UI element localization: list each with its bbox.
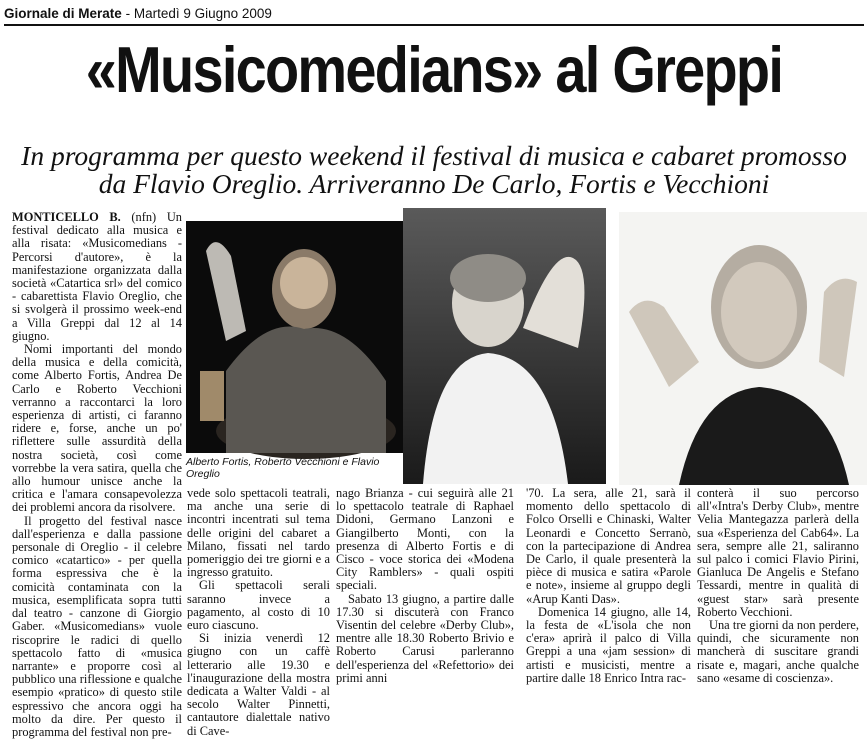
article-column-3 bbox=[336, 486, 514, 685]
photo-flavio-oreglio bbox=[619, 212, 867, 485]
paragraph: Nomi importanti del mondo della musica e della comicità, come Alberto Fortis, Andrea De Carlo e Roberto Vecchioni verranno a raccontarci la loro esperienza di artisti, ci faranno ridere e, forse, anche un po' riflettere sulle assurdità della nostra società, così come vorrebbe la vera satira, quella che allo humour unisce anche la critica e l'amara consapevolezza dei problemi ancora da risolvere. bbox=[12, 342, 182, 515]
paragraph: Domenica 14 giugno, alle 14, la festa de «L'isola che non c'era» aprirà il palco di Villa Greppi a una «jam session» di artisti e musicisti, mentre a partire dalle 18 Enrico Intra rac- bbox=[526, 604, 691, 685]
headline: «Musicomedians» al Greppi bbox=[85, 33, 783, 106]
photo-alberto-fortis bbox=[186, 221, 408, 453]
masthead bbox=[4, 6, 864, 26]
photo-roberto-vecchioni-image bbox=[403, 208, 606, 484]
paragraph: vede solo spettacoli teatrali, ma anche una serie di incontri incentrati sul tema delle origini del cabaret a Milano, fissati nel tardo pomeriggio dei tre giorni e a ingresso gratuito. bbox=[187, 486, 330, 580]
paragraph: '70. La sera, alle 21, sarà il momento dello spettacolo di Folco Orselli e Chinaski, Walter Leonardi e Concetto Serranò, con la partecipazione di Andrea De Carlo, il quale presenterà la pièce di musica e satira «Parole e note», insieme al gruppo degli «Arup Kanti Das». bbox=[526, 486, 691, 606]
masthead-separator: - bbox=[125, 6, 131, 21]
paragraph-text: Un festival dedicato alla musica e alla risata: «Musicomedians - Percorsi d'autore», è la manifestazione organizzata dalla società «Catartica srl» del comico - cabarettista Flavio Oreglio, che si svolgerà il prossimo week-end a Villa Greppi dal 12 al 14 giugno. bbox=[12, 210, 182, 343]
paragraph: Il progetto del festival nasce dall'esperienza e dalla passione personale di Oreglio - il celebre comico «catartico» - per quella forma espressiva che è la comicità contaminata con la musica, esemplificata sopra tutti dal teatro - canzone di Giorgio Gaber. «Musicomedians» vuole riscoprire le radici di quello spettacolo fatto di «musica narrante» e proporre così al pubblico una riflessione e qualche esempio «pratico» di questo stile espressivo che ancora oggi ha molto da dire. Per questo il programma del festival non pre- bbox=[12, 513, 182, 739]
article-column-4 bbox=[526, 486, 691, 685]
paragraph: Si inizia venerdì 12 giugno con un caffè letterario alle 19.30 e l'inaugurazione della mostra dedicata a Walter Valdi - al secolo Walter Pinnetti, cantautore dialettale nativo di Cave- bbox=[187, 631, 330, 738]
photo-flavio-oreglio-image bbox=[619, 212, 867, 485]
photo-roberto-vecchioni bbox=[403, 208, 606, 484]
paragraph: Una tre giorni da non perdere, quindi, che sicuramente non mancherà di suscitare grandi risate e, magari, anche qualche sano «esame di coscienza». bbox=[697, 618, 859, 685]
paragraph bbox=[12, 211, 182, 343]
article-column-5 bbox=[697, 486, 859, 685]
paragraph: nago Brianza - cui seguirà alle 21 lo spettacolo teatrale di Raphael Didoni, Germano Lanzoni e Giangilberto Monti, con la presenza di Alberto Fortis e di Cisco - voce storica dei «Modena City Ramblers» - quali ospiti speciali. bbox=[336, 486, 514, 593]
photo-alberto-fortis-image bbox=[186, 221, 408, 453]
newspaper-name: Giornale di Merate bbox=[4, 6, 122, 21]
photo-caption: Alberto Fortis, Roberto Vecchioni e Flavio Oreglio bbox=[186, 456, 380, 480]
subheadline: In programma per questo weekend il festival di musica e cabaret promosso da Flavio Oreglio. Arriveranno De Carlo, Fortis e Vecchioni bbox=[21, 140, 847, 199]
dateline: MONTICELLO B. bbox=[12, 210, 121, 224]
byline: (nfn) bbox=[131, 210, 157, 224]
issue-date: Martedì 9 Giugno 2009 bbox=[133, 6, 272, 21]
paragraph: Gli spettacoli serali saranno invece a pagamento, al costo di 10 euro ciascuno. bbox=[187, 578, 330, 633]
paragraph: Sabato 13 giugno, a partire dalle 17.30 si discuterà con Franco Visentin del celebre «Derby Club», mentre alle 18.30 Roberto Brivio e Roberto Carusi parleranno dell'esperienza del «Refettorio» dei primi anni bbox=[336, 591, 514, 685]
article-column-1 bbox=[12, 210, 182, 739]
article-column-2 bbox=[187, 486, 330, 738]
paragraph: conterà il suo percorso all'«Intra's Derby Club», mentre Velia Mantegazza parlerà della sua «Esperienza del Cab64». La sera, sempre alle 21, saliranno sul palco i comici Flavio Pirini, Gianluca De Angelis e Stefano Tessardi, mentre in qualità di «guest star» sarà presente Roberto Vecchioni. bbox=[697, 486, 859, 619]
